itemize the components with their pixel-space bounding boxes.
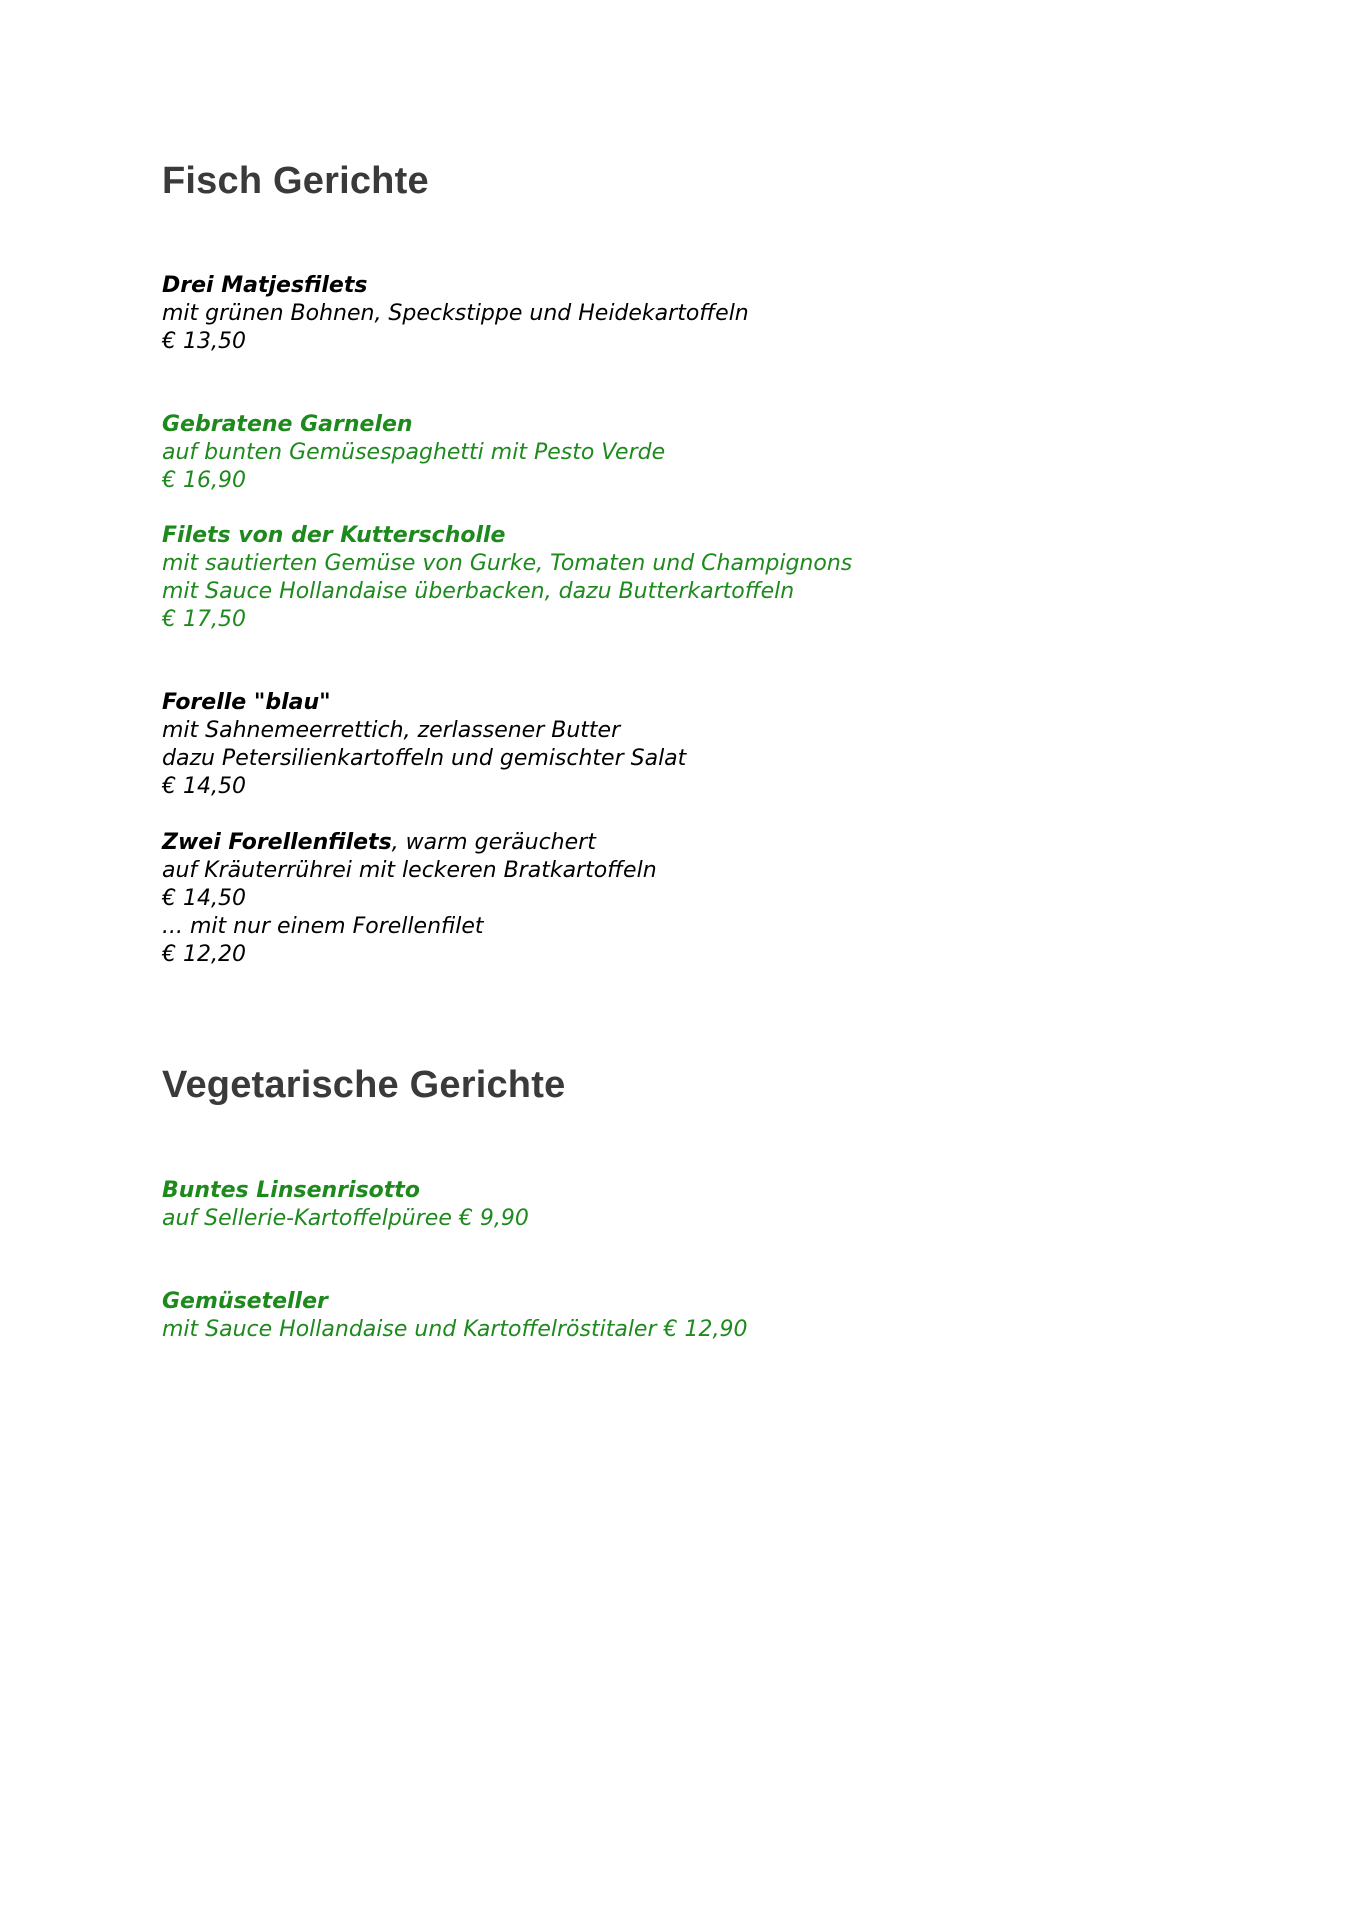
menu-item-forelle-blau xyxy=(162,689,686,801)
item-description: dazu Petersilienkartoffeln und gemischter Salat xyxy=(162,746,687,771)
item-title-line xyxy=(162,829,657,857)
item-description: auf Sellerie-Kartoffelpüree € 9,90 xyxy=(162,1206,529,1231)
item-description: mit Sauce Hollandaise und Kartoffelröstitaler € 12,90 xyxy=(162,1317,748,1342)
item-price: € 13,50 xyxy=(162,329,246,354)
menu-item-drei-matjesfilets xyxy=(162,272,749,356)
item-price: € 17,50 xyxy=(162,607,246,632)
item-variant: ... mit nur einem Forellenfilet xyxy=(162,914,484,939)
item-title: Zwei Forellenfilets xyxy=(162,830,392,855)
menu-item-buntes-linsenrisotto xyxy=(162,1177,529,1233)
item-variant-price: € 12,20 xyxy=(162,942,246,967)
menu-item-zwei-forellenfilets xyxy=(162,829,657,969)
item-description: mit Sauce Hollandaise überbacken, dazu Butterkartoffeln xyxy=(162,579,795,604)
item-description: mit Sahnemeerrettich, zerlassener Butter xyxy=(162,718,621,743)
menu-item-kutterscholle xyxy=(162,522,852,634)
menu-item-gemueseteller xyxy=(162,1288,747,1344)
fish-section-heading: Fisch Gerichte xyxy=(162,160,429,202)
item-description: auf bunten Gemüsespaghetti mit Pesto Verde xyxy=(162,440,666,465)
item-price: € 14,50 xyxy=(162,886,246,911)
item-description: auf Kräuterrührei mit leckeren Bratkartoffeln xyxy=(162,858,657,883)
item-title: Buntes Linsenrisotto xyxy=(162,1178,420,1203)
menu-item-gebratene-garnelen xyxy=(162,411,665,495)
item-title: Forelle "blau" xyxy=(162,690,331,715)
item-price: € 14,50 xyxy=(162,774,246,799)
item-title: Filets von der Kutterscholle xyxy=(162,523,506,548)
item-title: Drei Matjesfilets xyxy=(162,273,368,298)
item-description: mit grünen Bohnen, Speckstippe und Heidekartoffeln xyxy=(162,301,749,326)
item-description: mit sautierten Gemüse von Gurke, Tomaten und Champignons xyxy=(162,551,853,576)
item-title: Gebratene Garnelen xyxy=(162,412,413,437)
item-title-suffix: , warm geräuchert xyxy=(391,830,596,855)
vegetarian-section-heading: Vegetarische Gerichte xyxy=(162,1064,566,1106)
item-title: Gemüseteller xyxy=(162,1289,328,1314)
item-price: € 16,90 xyxy=(162,468,246,493)
